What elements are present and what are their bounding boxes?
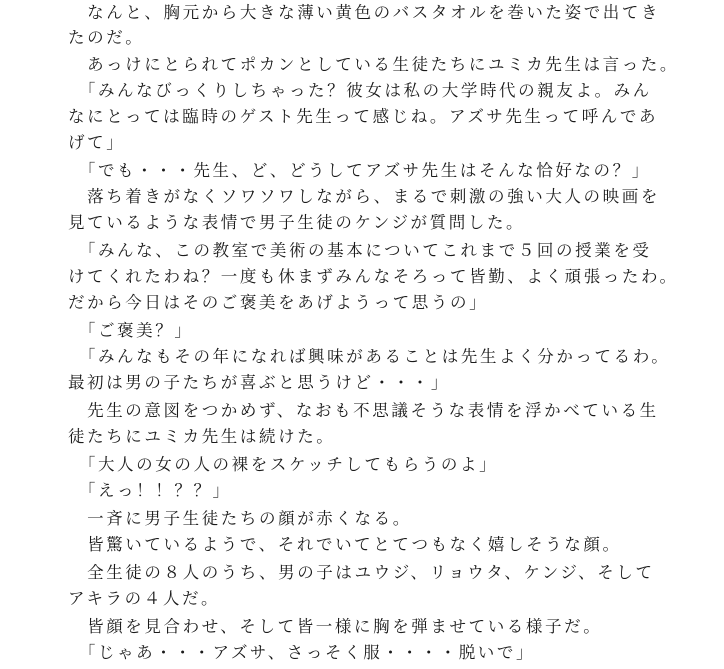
text-line: 最初は男の子たちが喜ぶと思うけど・・・」 — [68, 373, 450, 392]
text-line: 「みんなびっくりしちゃった？彼女は私の大学時代の親友よ。みん — [68, 81, 652, 100]
text-line: たのだ。 — [68, 28, 145, 47]
text-line: なにとっては臨時のゲスト先生って感じね。アズサ先生って呼んであ — [68, 107, 659, 126]
text-line: 落ち着きがなくソワソワしながら、まるで刺激の強い大人の映画を — [68, 187, 660, 206]
text-line: だから今日はそのご褒美をあげようって思うの」 — [68, 293, 489, 312]
text-line: 先生の意図をつかめず、なおも不思議そうな表情を浮かべている生 — [68, 401, 659, 420]
text-line: なんと、胸元から大きな薄い黄色のバスタオルを巻いた姿で出てき — [68, 3, 661, 22]
text-line: 皆顔を見合わせ、そして皆一様に胸を弾ませている様子だ。 — [68, 617, 603, 636]
text-line: アキラの４人だ。 — [68, 589, 221, 608]
text-line: げて」 — [68, 133, 126, 152]
text-line: 「みんな、この教室で美術の基本についてこれまで５回の授業を受 — [68, 241, 652, 260]
text-line: 「大人の女の人の裸をスケッチしてもらうのよ」 — [68, 455, 499, 474]
text-line: 全生徒の８人のうち、男の子はユウジ、リョウタ、ケンジ、そして — [68, 563, 655, 582]
text-line: 見ているような表情で男子生徒のケンジが質問した。 — [68, 213, 526, 232]
text-line: 皆驚いているようで、それでいてとてつもなく嬉しそうな顔。 — [68, 535, 622, 554]
text-line: 一斉に男子生徒たちの顔が赤くなる。 — [68, 509, 412, 528]
text-line: 「でも・・・先生、ど、どうしてアズサ先生はそんな恰好なの？」 — [68, 161, 651, 180]
text-line: 「みんなもその年になれば興味があることは先生よく分かってるわ。 — [68, 347, 671, 366]
text-line: 「えっ！！？？」 — [68, 481, 232, 500]
text-line: 徒たちにユミカ先生は続けた。 — [68, 427, 336, 446]
text-line: 「ご褒美？」 — [68, 321, 194, 340]
text-line: あっけにとられてポカンとしている生徒たちにユミカ先生は言った。 — [68, 55, 680, 74]
text-line: けてくれたわね？一度も休まずみんなそろって皆勤、よく頑張ったわ。 — [68, 267, 679, 286]
text-line: 「じゃあ・・・アズサ、さっそく服・・・・脱いで」 — [68, 643, 536, 662]
